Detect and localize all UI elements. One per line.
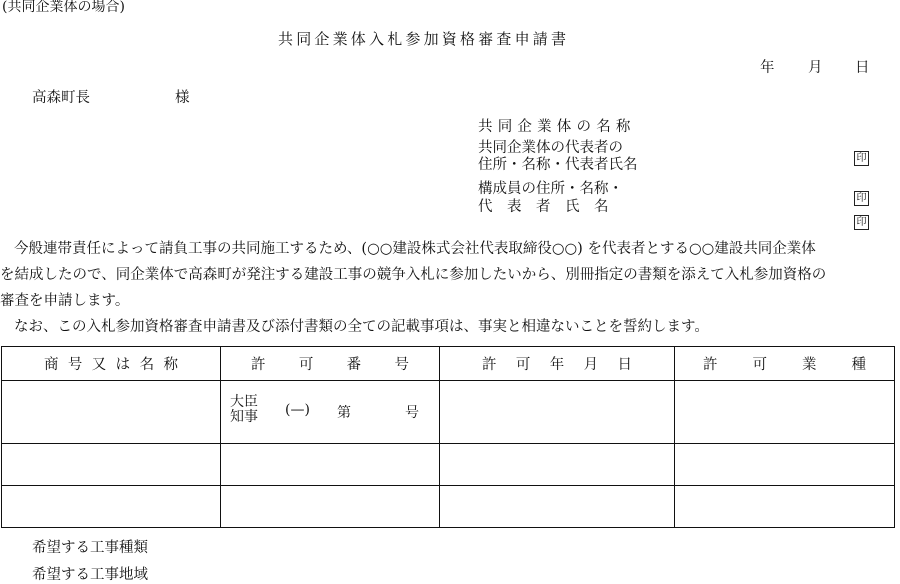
header-trade-name bbox=[2, 347, 221, 381]
header-char: 日 bbox=[617, 357, 632, 373]
cell-trade-name[interactable] bbox=[2, 444, 221, 486]
rep-label-line1: 共同企業体の代表者の bbox=[478, 140, 623, 156]
date-day: 日 bbox=[855, 60, 870, 76]
header-char: は bbox=[115, 357, 131, 373]
cell-trade-name[interactable] bbox=[2, 486, 221, 528]
header-char: 可 bbox=[515, 357, 531, 373]
cell-permit-number[interactable] bbox=[221, 381, 440, 444]
desired-work-area: 希望する工事地域 bbox=[32, 567, 148, 583]
cell-trade-name[interactable] bbox=[2, 381, 221, 444]
cell-permit-date[interactable] bbox=[440, 381, 675, 444]
form-title: 共同企業体入札参加資格審査申請書 bbox=[278, 30, 570, 48]
cell-permit-type[interactable] bbox=[675, 486, 895, 528]
addressee-name: 高森町長 bbox=[32, 90, 90, 106]
permit-minister: 大臣 bbox=[230, 394, 258, 410]
table-row bbox=[2, 486, 895, 528]
cell-permit-type[interactable] bbox=[675, 444, 895, 486]
date-year: 年 bbox=[760, 60, 775, 76]
header-char: 年 bbox=[549, 357, 565, 373]
header-char: 又 bbox=[91, 357, 107, 373]
cell-permit-date[interactable] bbox=[440, 444, 675, 486]
table-header-row bbox=[2, 347, 895, 381]
body-line-3: 審査を申請します。 bbox=[0, 293, 130, 309]
jv-name-label: 共同企業体の名称 bbox=[478, 119, 636, 135]
header-char: 名 bbox=[139, 357, 155, 373]
table-row bbox=[2, 444, 895, 486]
header-char: 号 bbox=[394, 357, 409, 373]
permit-dai: 第 bbox=[337, 405, 351, 421]
header-char: 号 bbox=[67, 357, 83, 373]
cell-permit-number[interactable] bbox=[221, 444, 440, 486]
header-char: 許 bbox=[703, 357, 718, 373]
member-label-line1: 構成員の住所・名称・ bbox=[478, 181, 623, 197]
desired-work-kind: 希望する工事種類 bbox=[32, 540, 148, 556]
rep-label-line2: 住所・名称・代表者氏名 bbox=[478, 157, 638, 173]
seal-mark-representative: 印 bbox=[854, 151, 869, 166]
permit-table bbox=[1, 346, 895, 528]
permit-paren: (—) bbox=[285, 402, 310, 418]
date-month: 月 bbox=[808, 60, 823, 76]
seal-mark-member-1: 印 bbox=[854, 191, 869, 206]
member-label-line2: 代 表 者 氏 名 bbox=[478, 199, 609, 215]
body-line-1: 今般連帯責任によって請負工事の共同施工するため、(○○建設株式会社代表取締役○○) を代表者とする○○建設共同企業体 bbox=[14, 241, 816, 257]
cell-permit-number[interactable] bbox=[221, 486, 440, 528]
addressee-honorific: 様 bbox=[175, 90, 190, 106]
header-char: 種 bbox=[851, 357, 866, 373]
table-row bbox=[2, 381, 895, 444]
body-line-2: を結成したので、同企業体で高森町が発注する建設工事の競争入札に参加したいから、別冊指定の書類を添えて入札参加資格の bbox=[0, 267, 827, 283]
header-char: 月 bbox=[583, 357, 599, 373]
header-char: 許 bbox=[251, 357, 266, 373]
header-char: 可 bbox=[752, 357, 767, 373]
permit-governor: 知事 bbox=[230, 409, 258, 425]
header-permit-date bbox=[440, 347, 675, 381]
header-char: 許 bbox=[482, 357, 497, 373]
cell-permit-date[interactable] bbox=[440, 486, 675, 528]
header-permit-number bbox=[221, 347, 440, 381]
case-note: (共同企業体の場合) bbox=[2, 0, 125, 15]
header-char: 称 bbox=[163, 357, 178, 373]
permit-go: 号 bbox=[405, 405, 419, 421]
header-char: 可 bbox=[298, 357, 314, 373]
header-char: 業 bbox=[802, 357, 817, 373]
body-line-4: なお、この入札参加資格審査申請書及び添付書類の全ての記載事項は、事実と相違ないことを誓約します。 bbox=[14, 319, 709, 335]
cell-permit-type[interactable] bbox=[675, 381, 895, 444]
header-char: 番 bbox=[346, 357, 362, 373]
header-char: 商 bbox=[44, 357, 59, 373]
seal-mark-member-2: 印 bbox=[854, 215, 869, 230]
header-permit-type bbox=[675, 347, 895, 381]
